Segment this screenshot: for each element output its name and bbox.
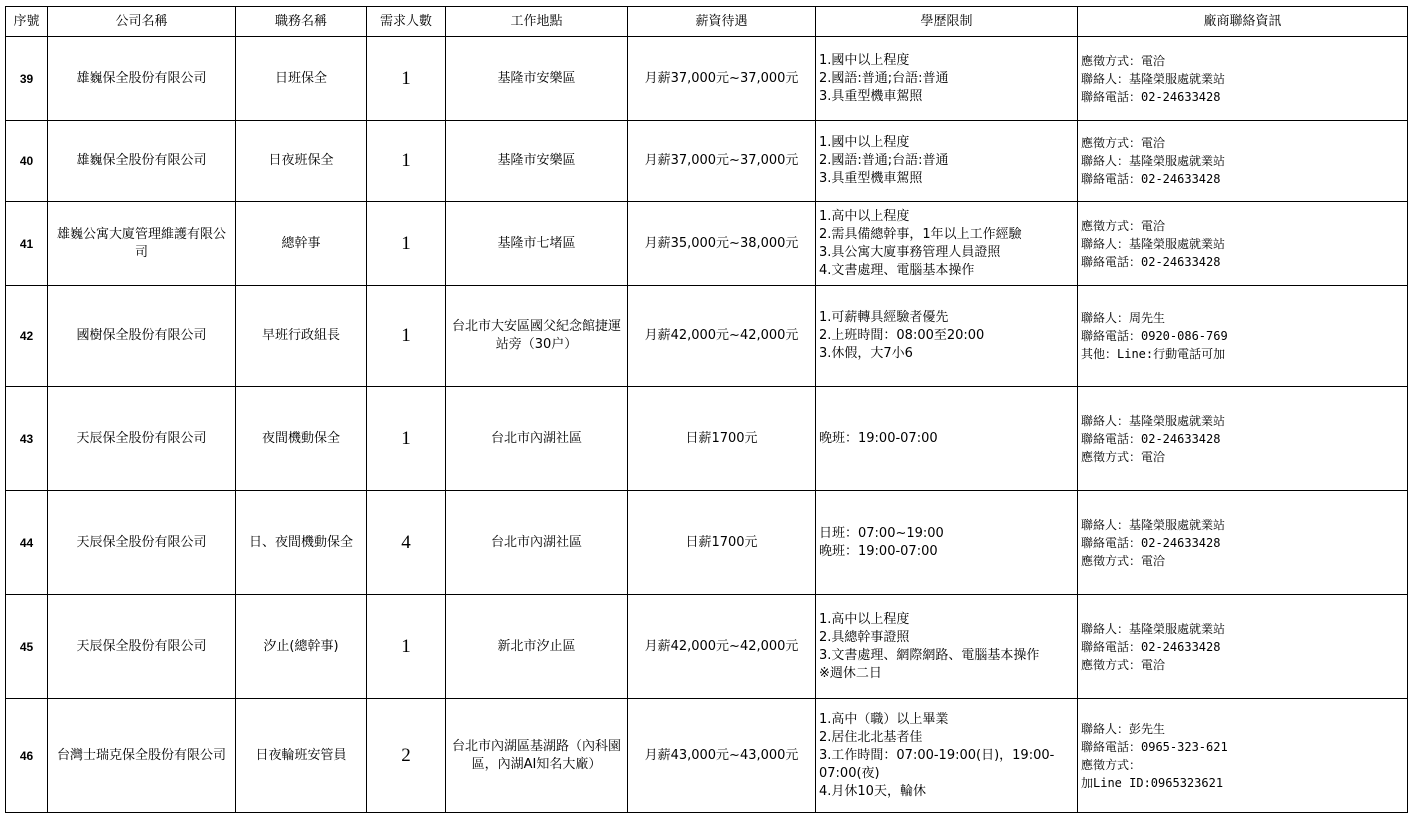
contact-line: 應徵方式：電洽 <box>1081 53 1166 68</box>
contact-line: 聯絡人：基隆榮服處就業站 <box>1081 413 1226 428</box>
work-location: 基隆市安樂區 <box>446 37 628 121</box>
contact-info <box>1078 387 1408 491</box>
job-title: 日、夜間機動保全 <box>236 491 367 595</box>
headcount: 1 <box>367 121 446 202</box>
requirement-line: 3.具重型機車駕照 <box>819 171 923 186</box>
requirement-line: 1.高中以上程度 <box>819 611 910 627</box>
table-row <box>6 387 1408 491</box>
job-title: 總幹事 <box>236 202 367 286</box>
contact-line: 聯絡電話：02-24633428 <box>1081 89 1221 104</box>
table-row <box>6 699 1408 813</box>
header-row <box>6 7 1408 37</box>
header-job: 職務名稱 <box>236 7 367 37</box>
salary: 月薪42,000元~42,000元 <box>628 286 816 387</box>
requirement-line: 3.具重型機車駕照 <box>819 88 923 104</box>
job-title: 早班行政組長 <box>236 286 367 387</box>
company-name: 天辰保全股份有限公司 <box>48 595 236 699</box>
headcount: 1 <box>367 37 446 121</box>
requirement-line: 3.文書處理、網際網路、電腦基本操作 <box>819 647 1040 663</box>
company-name: 台灣士瑞克保全股份有限公司 <box>48 699 236 813</box>
headcount: 1 <box>367 286 446 387</box>
headcount: 1 <box>367 387 446 491</box>
requirement-line: 晚班：19:00-07:00 <box>819 430 938 446</box>
header-no: 序號 <box>6 7 48 37</box>
contact-info <box>1078 202 1408 286</box>
headcount: 1 <box>367 202 446 286</box>
contact-line: 應徵方式：電洽 <box>1081 449 1166 464</box>
contact-info <box>1078 286 1408 387</box>
requirement-line: 日班：07:00~19:00 <box>819 525 944 541</box>
contact-line: 聯絡電話：02-24633428 <box>1081 535 1221 550</box>
requirement-line: 4.月休10天，輪休 <box>819 783 926 799</box>
job-title: 汐止(總幹事) <box>236 595 367 699</box>
row-no: 41 <box>6 202 48 286</box>
requirement-line: 2.國語:普通;台語:普通 <box>819 153 949 168</box>
header-education: 學歷限制 <box>816 7 1078 37</box>
company-name: 天辰保全股份有限公司 <box>48 491 236 595</box>
company-name: 雄巍保全股份有限公司 <box>48 121 236 202</box>
salary: 月薪37,000元~37,000元 <box>628 121 816 202</box>
salary: 月薪43,000元~43,000元 <box>628 699 816 813</box>
education-requirements <box>816 202 1078 286</box>
work-location: 台北市內湖區基湖路（內科園區，內湖AI知名大廠） <box>446 699 628 813</box>
salary: 月薪35,000元~38,000元 <box>628 202 816 286</box>
requirement-line: 4.文書處理、電腦基本操作 <box>819 262 975 278</box>
table-row <box>6 491 1408 595</box>
work-location: 台北市內湖社區 <box>446 387 628 491</box>
table-row <box>6 595 1408 699</box>
row-no: 43 <box>6 387 48 491</box>
requirement-line: 2.居住北北基者佳 <box>819 729 923 745</box>
job-title: 日夜輪班安管員 <box>236 699 367 813</box>
contact-line: 應徵方式：電洽 <box>1081 218 1166 233</box>
requirement-line: 晚班：19:00-07:00 <box>819 543 938 559</box>
education-requirements <box>816 286 1078 387</box>
headcount: 1 <box>367 595 446 699</box>
requirement-line: 2.需具備總幹事，1年以上工作經驗 <box>819 226 1022 242</box>
header-company: 公司名稱 <box>48 7 236 37</box>
work-location: 基隆市七堵區 <box>446 202 628 286</box>
contact-line: 聯絡人：彭先生 <box>1081 721 1166 736</box>
requirement-line: 1.高中（職）以上畢業 <box>819 711 949 727</box>
education-requirements <box>816 387 1078 491</box>
contact-line: 聯絡電話：0965-323-621 <box>1081 739 1228 754</box>
requirement-line: 3.具公寓大廈事務管理人員證照 <box>819 244 1001 260</box>
requirement-line: 1.國中以上程度 <box>819 52 910 68</box>
headcount: 4 <box>367 491 446 595</box>
work-location: 新北市汐止區 <box>446 595 628 699</box>
requirement-line: 3.工作時間：07:00-19:00(日)，19:00-07:00(夜) <box>819 747 1055 781</box>
company-name: 天辰保全股份有限公司 <box>48 387 236 491</box>
contact-line: 聯絡電話：02-24633428 <box>1081 254 1221 269</box>
contact-line: 聯絡人：基隆榮服處就業站 <box>1081 71 1226 86</box>
requirement-line: 1.可薪轉具經驗者優先 <box>819 310 949 325</box>
job-title: 日夜班保全 <box>236 121 367 202</box>
table-row <box>6 202 1408 286</box>
header-count: 需求人數 <box>367 7 446 37</box>
contact-info <box>1078 595 1408 699</box>
contact-line: 聯絡人：周先生 <box>1081 311 1166 325</box>
header-location: 工作地點 <box>446 7 628 37</box>
contact-line: 聯絡電話：0920-086-769 <box>1081 329 1228 343</box>
contact-line: 應徵方式：電洽 <box>1081 136 1166 150</box>
salary: 月薪42,000元~42,000元 <box>628 595 816 699</box>
header-salary: 薪資待遇 <box>628 7 816 37</box>
requirement-line: 2.具總幹事證照 <box>819 629 910 645</box>
contact-info <box>1078 491 1408 595</box>
company-name: 雄巍公寓大廈管理維護有限公司 <box>48 202 236 286</box>
salary: 日薪1700元 <box>628 491 816 595</box>
row-no: 46 <box>6 699 48 813</box>
table-row <box>6 286 1408 387</box>
company-name: 國樹保全股份有限公司 <box>48 286 236 387</box>
table-row <box>6 121 1408 202</box>
contact-line: 應徵方式： <box>1081 757 1142 772</box>
salary: 月薪37,000元~37,000元 <box>628 37 816 121</box>
row-no: 44 <box>6 491 48 595</box>
contact-info <box>1078 37 1408 121</box>
requirement-line: 1.高中以上程度 <box>819 208 910 224</box>
row-no: 42 <box>6 286 48 387</box>
headcount: 2 <box>367 699 446 813</box>
contact-line: 聯絡電話：02-24633428 <box>1081 431 1221 446</box>
contact-info <box>1078 121 1408 202</box>
education-requirements <box>816 121 1078 202</box>
education-requirements <box>816 491 1078 595</box>
education-requirements <box>816 37 1078 121</box>
requirement-line: 3.休假，大7小6 <box>819 346 913 361</box>
contact-line: 應徵方式：電洽 <box>1081 657 1166 672</box>
requirement-line: 2.上班時間：08:00至20:00 <box>819 328 985 343</box>
row-no: 45 <box>6 595 48 699</box>
contact-line: 聯絡人：基隆榮服處就業站 <box>1081 621 1226 636</box>
job-listings-table <box>5 6 1408 813</box>
contact-line: 其他：Line:行動電話可加 <box>1081 347 1226 361</box>
row-no: 39 <box>6 37 48 121</box>
header-contact: 廠商聯絡資訊 <box>1078 7 1408 37</box>
contact-line: 加Line ID:0965323621 <box>1081 775 1224 790</box>
contact-info <box>1078 699 1408 813</box>
work-location: 基隆市安樂區 <box>446 121 628 202</box>
requirement-line: 2.國語:普通;台語:普通 <box>819 70 949 86</box>
contact-line: 應徵方式：電洽 <box>1081 553 1166 568</box>
education-requirements <box>816 699 1078 813</box>
requirement-line: 1.國中以上程度 <box>819 135 910 150</box>
salary: 日薪1700元 <box>628 387 816 491</box>
contact-line: 聯絡電話：02-24633428 <box>1081 639 1221 654</box>
company-name: 雄巍保全股份有限公司 <box>48 37 236 121</box>
work-location: 台北市大安區國父紀念館捷運站旁（30户） <box>446 286 628 387</box>
contact-line: 聯絡人：基隆榮服處就業站 <box>1081 517 1226 532</box>
row-no: 40 <box>6 121 48 202</box>
job-title: 日班保全 <box>236 37 367 121</box>
table-row <box>6 37 1408 121</box>
contact-line: 聯絡人：基隆榮服處就業站 <box>1081 154 1226 168</box>
contact-line: 聯絡人：基隆榮服處就業站 <box>1081 236 1226 251</box>
contact-line: 聯絡電話：02-24633428 <box>1081 172 1221 186</box>
requirement-line: ※週休二日 <box>819 665 882 681</box>
education-requirements <box>816 595 1078 699</box>
work-location: 台北市內湖社區 <box>446 491 628 595</box>
job-title: 夜間機動保全 <box>236 387 367 491</box>
